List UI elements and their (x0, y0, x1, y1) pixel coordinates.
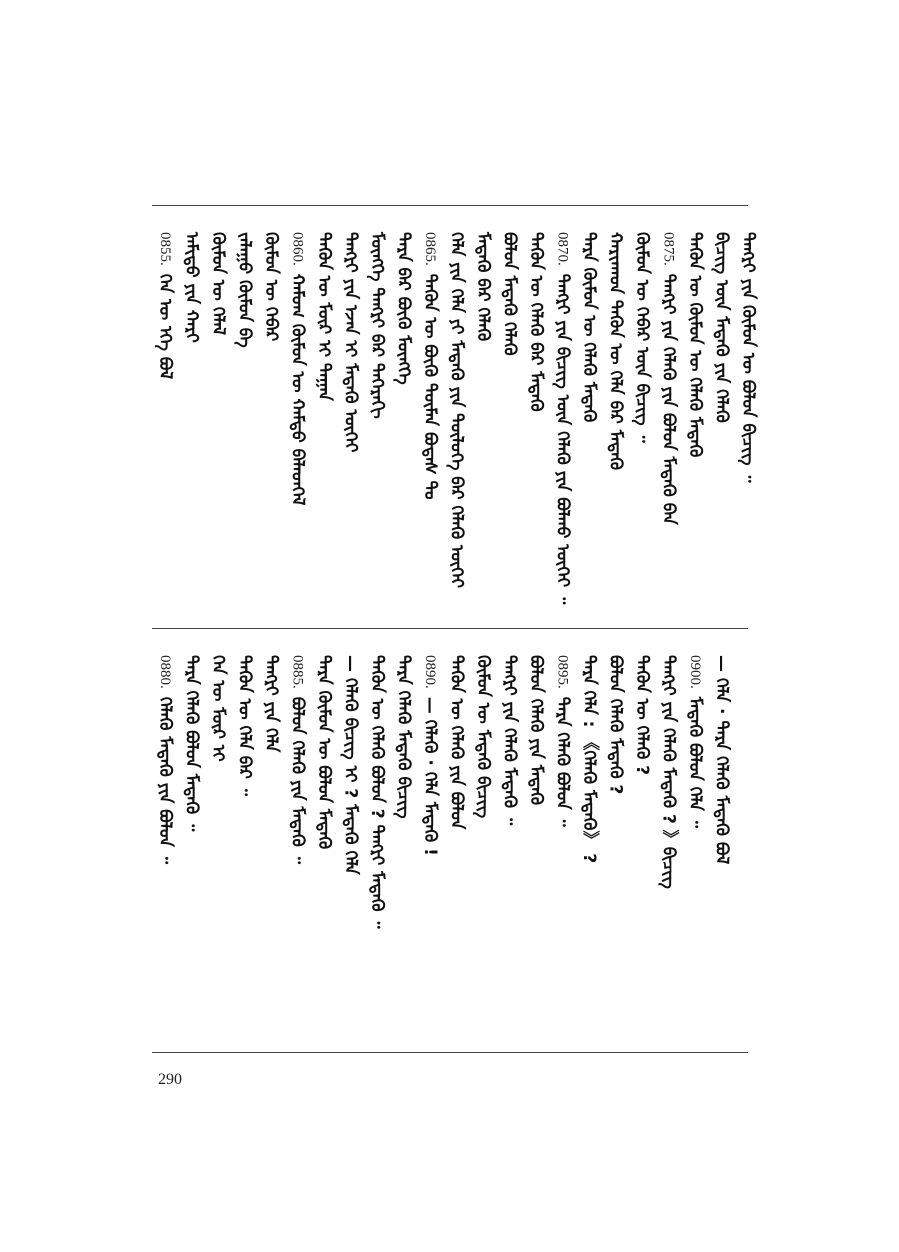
verse-text: ᠵᠠᠯᠠᠭᠤ ᠬᠦᠮᠦᠨ ᠪᠡ (234, 232, 255, 348)
verse-text: ᠬᠡᠨ ᠦ ᠮᠦᠷ ᠢ (208, 655, 228, 762)
verse-column (340, 655, 362, 1035)
verse-text: ᠪᠣᠯᠤᠨ ᠬᠡᠯᠡᠬᠦ ᠶᠢᠨ ᠮᠡᠳᠡᠬᠦ ᠃ (287, 696, 308, 864)
verse-column (631, 655, 653, 1035)
verse-column (340, 232, 362, 612)
verse-text: ᠲᠡᠷᠡ ᠬᠡᠯᠡᠬᠦ ᠮᠡᠳᠡᠬᠦ ᠪᠢᠴᠢᠭ (393, 655, 414, 819)
verse-text: ᠲᠡᠷᠡ ᠬᠡᠯᠡᠬᠦ ᠪᠣᠯᠤᠨ ᠃ (552, 696, 573, 827)
verse-column (234, 232, 256, 612)
verse-text: ᠲᠡᠭᠦᠨ ᠦ ᠬᠡᠯᠡᠬᠦ ᠪᠡᠷ ᠮᠡᠳᠡᠬᠦ (526, 232, 546, 412)
verse-text: ᠬᠦᠮᠦᠨ ᠦ ᠬᠡᠪᠡᠷ (261, 232, 281, 342)
verse-column (154, 232, 176, 612)
verse-column (446, 232, 468, 612)
verse-column (499, 232, 521, 612)
verse-column (499, 655, 521, 1035)
verse-column (552, 655, 574, 1035)
verse-text: ᠠᠮᠢᠳᠤ ᠶᠢᠨ ᠬᠠᠷᠢ (181, 232, 202, 343)
verse-column (154, 655, 176, 1035)
verse-text: ᠲᠡᠩᠷᠢ ᠶᠢᠨ ᠬᠡᠯᠡᠬᠦ ᠶᠢᠨ ᠪᠣᠯᠤᠨ ᠮᠡᠳᠡᠬᠦ ᠪᠠᠨ (658, 273, 679, 525)
verse-text: ᠬᠦᠮᠦᠨ ᠦ ᠮᠡᠳᠡᠬᠦ ᠪᠢᠴᠢᠭ (473, 655, 493, 819)
verse-column (207, 232, 229, 612)
verse-column (393, 232, 415, 612)
verse-text: ᠲᠡᠩᠷᠢ ᠶᠢᠨ ᠡᠵᠡᠨ ᠢ ᠮᠡᠳᠡᠬᠦ ᠦᠭᠡᠢ (340, 232, 361, 453)
verse-column (711, 655, 733, 1035)
verse-text: — ᠬᠡᠯᠡᠬᠦ · ᠬᠡᠯᠡ ᠮᠡᠳᠡᠬᠦ ! (420, 696, 440, 856)
verse-text: ᠲᠡᠩᠷᠢ ᠶᠢᠨ ᠪᠢᠴᠢᠭ ᠦᠨ ᠬᠡᠯᠡᠬᠦ ᠶᠢᠨ ᠪᠣᠯᠬᠤ ᠦᠭᠡᠢ ᠃ (552, 273, 573, 605)
line-number: 0870. (554, 232, 571, 266)
text-block-lower (150, 655, 750, 1035)
verse-column (313, 232, 335, 612)
line-number: 0885. (289, 655, 306, 689)
verse-column (419, 655, 441, 1035)
verse-text: ᠲᠡᠭᠦᠨ ᠦ ᠬᠡᠯᠡ ᠪᠡᠷ ᠃ (234, 655, 255, 796)
verse-column (181, 655, 203, 1035)
verse-text: ᠮᠡᠳᠡᠬᠦ ᠪᠣᠯᠤᠨ ᠬᠡᠯᠡ ᠃ (685, 696, 705, 828)
verse-column (711, 232, 733, 612)
verse-column (552, 232, 574, 612)
top-rule (152, 205, 748, 206)
text-block-upper (150, 232, 758, 612)
verse-text: — ᠬᠡᠯᠡ · ᠲᠡᠷᠡ ᠬᠡᠯᠡᠬᠦ ᠮᠡᠳᠡᠬᠦ ᠪᠣᠯ (711, 655, 732, 865)
verse-text: ᠲᠡᠭᠦᠨ ᠦ ᠪᠦᠬᠦ ᠲᠦᠮᠡᠨ ᠪᠣᠳᠠᠰ ᠲᠤ (420, 273, 440, 500)
verse-text: ᠮᠦᠩᠬᠡ ᠲᠡᠩᠷᠢ ᠪᠡᠷ ᠳᠡᠭᠡᠷᠡᠬᠢ (367, 232, 387, 419)
line-number: 0855. (157, 232, 173, 266)
verse-text: ᠲᠡᠭᠦᠨ ᠦ ᠮᠦᠷ ᠢ ᠳᠠᠭᠠᠨ (314, 232, 334, 401)
verse-column (234, 655, 256, 1035)
verse-text: ᠲᠡᠩᠷᠢ ᠶᠢᠨ ᠬᠡᠯᠡ (261, 655, 281, 753)
verse-column (366, 232, 388, 612)
line-number: 0895. (554, 655, 571, 689)
verse-text: ᠲᠡᠭᠦᠨ ᠦ ᠬᠦᠮᠦᠨ ᠦ ᠬᠡᠯᠡᠬᠦ ᠮᠡᠳᠡᠬᠦ (685, 232, 705, 458)
verse-text: ᠲᠡᠷᠡ ᠬᠦᠮᠦᠨ ᠦ ᠬᠡᠯᠡᠬᠦ ᠮᠡᠳᠡᠬᠦ (579, 232, 599, 423)
verse-column (260, 655, 282, 1035)
verse-column (578, 655, 600, 1035)
verse-column (605, 655, 627, 1035)
verse-column (684, 655, 706, 1035)
verse-text: ᠲᠡᠭᠦᠨ ᠦ ᠬᠡᠯᠡᠬᠦ ? (632, 655, 652, 776)
verse-column (366, 655, 388, 1035)
verse-text: ᠬᠠᠷᠢᠬᠠᠳ ᠲᠡᠭᠦᠨ ᠦ ᠬᠡᠯᠡ ᠪᠡᠷ ᠮᠡᠳᠡᠬᠦ (605, 232, 626, 471)
verse-text: ᠬᠦᠮᠦᠨ ᠦ ᠬᠡᠪᠡᠷ ᠦᠨ ᠪᠢᠴᠢᠭ ᠃ (632, 232, 652, 443)
verse-text: ᠬᠦᠮᠦᠨ ᠦ ᠬᠡᠯᠡᠯ (208, 232, 228, 336)
verse-column (393, 655, 415, 1035)
verse-column (684, 232, 706, 612)
verse-column (658, 655, 680, 1035)
verse-column (446, 655, 468, 1035)
verse-text: ᠲᠡᠷᠡ ᠬᠡᠯᠡ : 《ᠬᠡᠯᠡᠬᠦ ᠮᠡᠳᠡᠬᠦ》 ? (579, 655, 599, 864)
line-number: 0875. (660, 232, 677, 266)
verse-text: ᠲᠡᠭᠦᠨ ᠦ ᠬᠡᠯᠡᠬᠦ ᠪᠣᠯᠤᠨ ? ᠲᠡᠩᠷᠢ ᠮᠡᠳᠡᠬᠦ ᠃ (367, 655, 387, 929)
verse-column (260, 232, 282, 612)
verse-column (287, 655, 309, 1035)
verse-text: ᠪᠣᠯᠤᠨ ᠬᠡᠯᠡᠬᠦ ᠮᠡᠳᠡᠬᠦ ? (605, 655, 626, 795)
verse-text: ᠲᠡᠩᠷᠢ ᠶᠢᠨ ᠬᠡᠯᠡᠬᠦ ᠮᠡᠳᠡᠬᠦ ᠃ (499, 655, 520, 826)
line-number: 0865. (422, 232, 438, 266)
middle-rule (152, 628, 748, 629)
verse-column (737, 232, 759, 612)
line-number: 0890. (422, 655, 438, 689)
verse-column (525, 232, 547, 612)
verse-text: ᠪᠣᠯᠤᠨ ᠬᠡᠯᠡᠬᠦ ᠶᠢᠨ ᠮᠡᠳᠡᠬᠦ (526, 655, 546, 806)
verse-text: ᠪᠣᠯᠤᠨ ᠮᠡᠳᠡᠬᠦ ᠬᠡᠯᠡᠬᠦ (499, 232, 520, 356)
page-number: 290 (158, 1071, 182, 1088)
verse-text: ᠲᠡᠷᠡ ᠪᠡᠷ ᠪᠦᠬᠦ ᠮᠦᠩᠬᠡ (393, 232, 414, 385)
verse-text: ᠲᠡᠭᠦᠨ ᠦ ᠬᠡᠯᠡᠬᠦ ᠶᠢᠨ ᠪᠣᠯᠤᠨ (446, 655, 467, 830)
verse-column (207, 655, 229, 1035)
verse-text: ᠲᠡᠩᠷᠢ ᠶᠢᠨ ᠬᠦᠮᠦᠨ ᠦ ᠪᠣᠯᠤᠨ ᠪᠢᠴᠢᠭ ᠃ (738, 232, 758, 483)
verse-text: ᠬᠡᠯᠡᠬᠦ ᠮᠡᠳᠡᠬᠦ ᠶᠢᠨ ᠪᠣᠯᠤᠨ ᠃ (155, 696, 175, 864)
line-number: 0880. (157, 655, 173, 689)
verse-column (605, 232, 627, 612)
verse-column (472, 655, 494, 1035)
verse-column (419, 232, 441, 612)
verse-column (631, 232, 653, 612)
verse-column (578, 232, 600, 612)
verse-text: ᠬᠡᠨ ᠦ ᠡᠬᠡ ᠪᠤᠯ (155, 273, 175, 380)
verse-text: ᠲᠡᠷᠡ ᠬᠦᠮᠦᠨ ᠦ ᠪᠣᠯᠤᠨ ᠮᠡᠳᠡᠬᠦ (314, 655, 334, 850)
verse-column (287, 232, 309, 612)
verse-text: ᠪᠢᠴᠢᠭ ᠦᠨ ᠮᠡᠳᠡᠬᠦ ᠶᠢᠨ ᠬᠡᠯᠡᠬᠦ (711, 232, 732, 423)
verse-column (525, 655, 547, 1035)
verse-column (658, 232, 680, 612)
bottom-rule (152, 1052, 748, 1053)
verse-column (313, 655, 335, 1035)
verse-text: ᠮᠡᠳᠡᠬᠦ ᠪᠡᠷ ᠬᠡᠯᠡᠬᠦ (473, 232, 493, 342)
verse-text: ᠲᠡᠷᠡ ᠬᠡᠯᠡᠬᠦ ᠪᠣᠯᠤᠨ ᠮᠡᠳᠡᠬᠦ ᠃ (181, 655, 202, 832)
verse-column (472, 232, 494, 612)
verse-text: — ᠬᠡᠯᠡᠬᠦ ᠪᠢᠴᠢᠭ ᠢ ? ᠮᠡᠳᠡᠬᠦ ᠬᠡᠯᠡ (340, 655, 361, 875)
verse-text: ᠬᠠᠮᠤᠭ ᠬᠦᠮᠦᠨ ᠦ ᠬᠠᠮᠲᠤ ᠪᠡᠯᠡᠳᠬᠡᠯ (287, 273, 308, 506)
verse-text: ᠲᠡᠩᠷᠢ ᠶᠢᠨ ᠬᠡᠯᠡᠬᠦ ᠮᠡᠳᠡᠬᠦ ? 》ᠪᠢᠴᠢᠭ (658, 655, 679, 889)
verse-column (181, 232, 203, 612)
line-number: 0860. (289, 232, 306, 266)
line-number: 0900. (687, 655, 703, 689)
verse-text: ᠬᠡᠯᠡ ᠶᠢᠨ ᠬᠡᠯᠡ ᠶᠢ ᠮᠡᠳᠡᠬᠦ ᠶᠢᠨ ᠲᠥᠯᠥᠭᠡ ᠪᠡᠷ ᠬᠡᠯᠡᠬᠦ ᠦᠭᠡᠢ (446, 232, 467, 589)
